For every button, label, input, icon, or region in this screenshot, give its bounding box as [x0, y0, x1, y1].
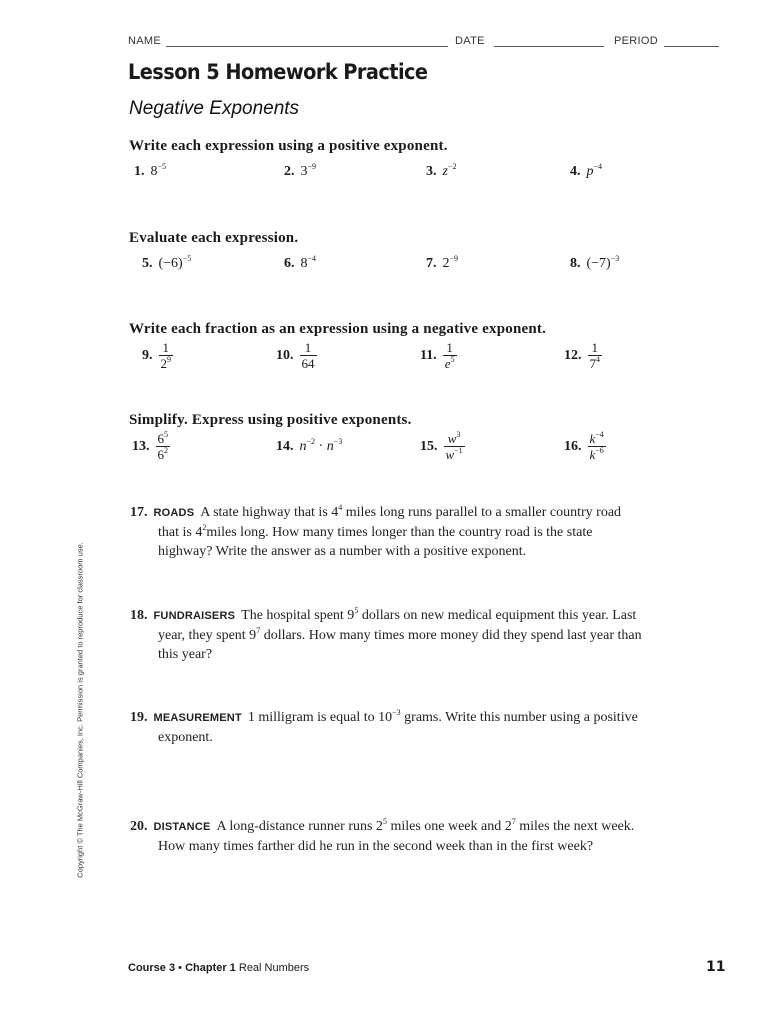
exercise-11: 11. $\frac{1}{e^5}$: [420, 340, 455, 371]
name-line[interactable]: [166, 46, 448, 47]
exercise-5: 5. $(-6)^{-5}$: [142, 254, 192, 271]
exercise-3: 3. $z^{-2}$: [426, 162, 457, 179]
date-label: DATE: [455, 35, 485, 47]
problem-18: 18. FUNDRAISERS The hospital spent $9^5$ dollars on new medical equipment this year. Last year, they spent $9^7$ dollars. How many times more money did they spend last year than this year?: [130, 606, 642, 662]
section-2-instruction: Evaluate each expression.: [129, 230, 299, 246]
footer-course: Course 3 • Chapter 1 Real Numbers: [128, 962, 310, 974]
exercise-16: 16. $\frac{k^{-4}}{k^{-6}}$: [564, 430, 604, 462]
exercise-14: 14. $n^{-2} \cdot n^{-3}$: [276, 437, 343, 454]
exercise-4: 4. $p^{-4}$: [570, 162, 603, 179]
section-3-instruction: Write each fraction as an expression using a negative exponent.: [129, 321, 547, 337]
problem-17: 17. ROADS A state highway that is $4^4$ miles long runs parallel to a smaller country road that is $4^2miles$ long. How many times longer than the country road is the state highway? Write the answer as a number with a positive exponent.: [130, 503, 622, 559]
period-line[interactable]: [664, 46, 719, 47]
exercise-15: 15. $\frac{w^3}{w^{-1}}$: [420, 430, 463, 462]
exercise-2: 2. $3^{-9}$: [284, 162, 317, 179]
exercise-12: 12. $\frac{1}{7^4}$: [564, 340, 600, 371]
page-title: Lesson 5 Homework Practice: [128, 60, 428, 84]
exercise-7: 7. $2^{-9}$: [426, 254, 459, 271]
page-subtitle: Negative Exponents: [129, 98, 300, 119]
exercise-8: 8. $(-7)^{-3}$: [570, 254, 620, 271]
exercise-10: 10. $\frac{1}{64}$: [276, 340, 315, 371]
page-number: 11: [706, 959, 726, 975]
section-1-instruction: Write each expression using a positive exponent.: [129, 138, 448, 154]
name-label: NAME: [128, 35, 161, 47]
section-4-instruction: Simplify. Express using positive exponents.: [129, 412, 412, 428]
copyright-notice: Copyright © The McGraw-Hill Companies, Inc. Permission is granted to reproduce for classroom use.: [75, 542, 85, 878]
date-line[interactable]: [494, 46, 604, 47]
problem-19: 19. MEASUREMENT 1 milligram is equal to $10^{-3}$ grams. Write this number using a positive exponent.: [130, 708, 638, 745]
exercise-13: 13. $\frac{6^5}{6^2}$: [132, 430, 168, 462]
problem-20: 20. DISTANCE A long-distance runner runs $2^5$ miles one week and $2^7$ miles the next week. How many times farther did he run in the second week than in the first week?: [130, 817, 635, 854]
exercise-6: 6. $8^{-4}$: [284, 254, 317, 271]
exercise-1: 1. $8^{-5}$: [134, 162, 167, 179]
period-label: PERIOD: [614, 35, 658, 47]
exercise-9: 9. $\frac{1}{2^9}$: [142, 340, 171, 371]
